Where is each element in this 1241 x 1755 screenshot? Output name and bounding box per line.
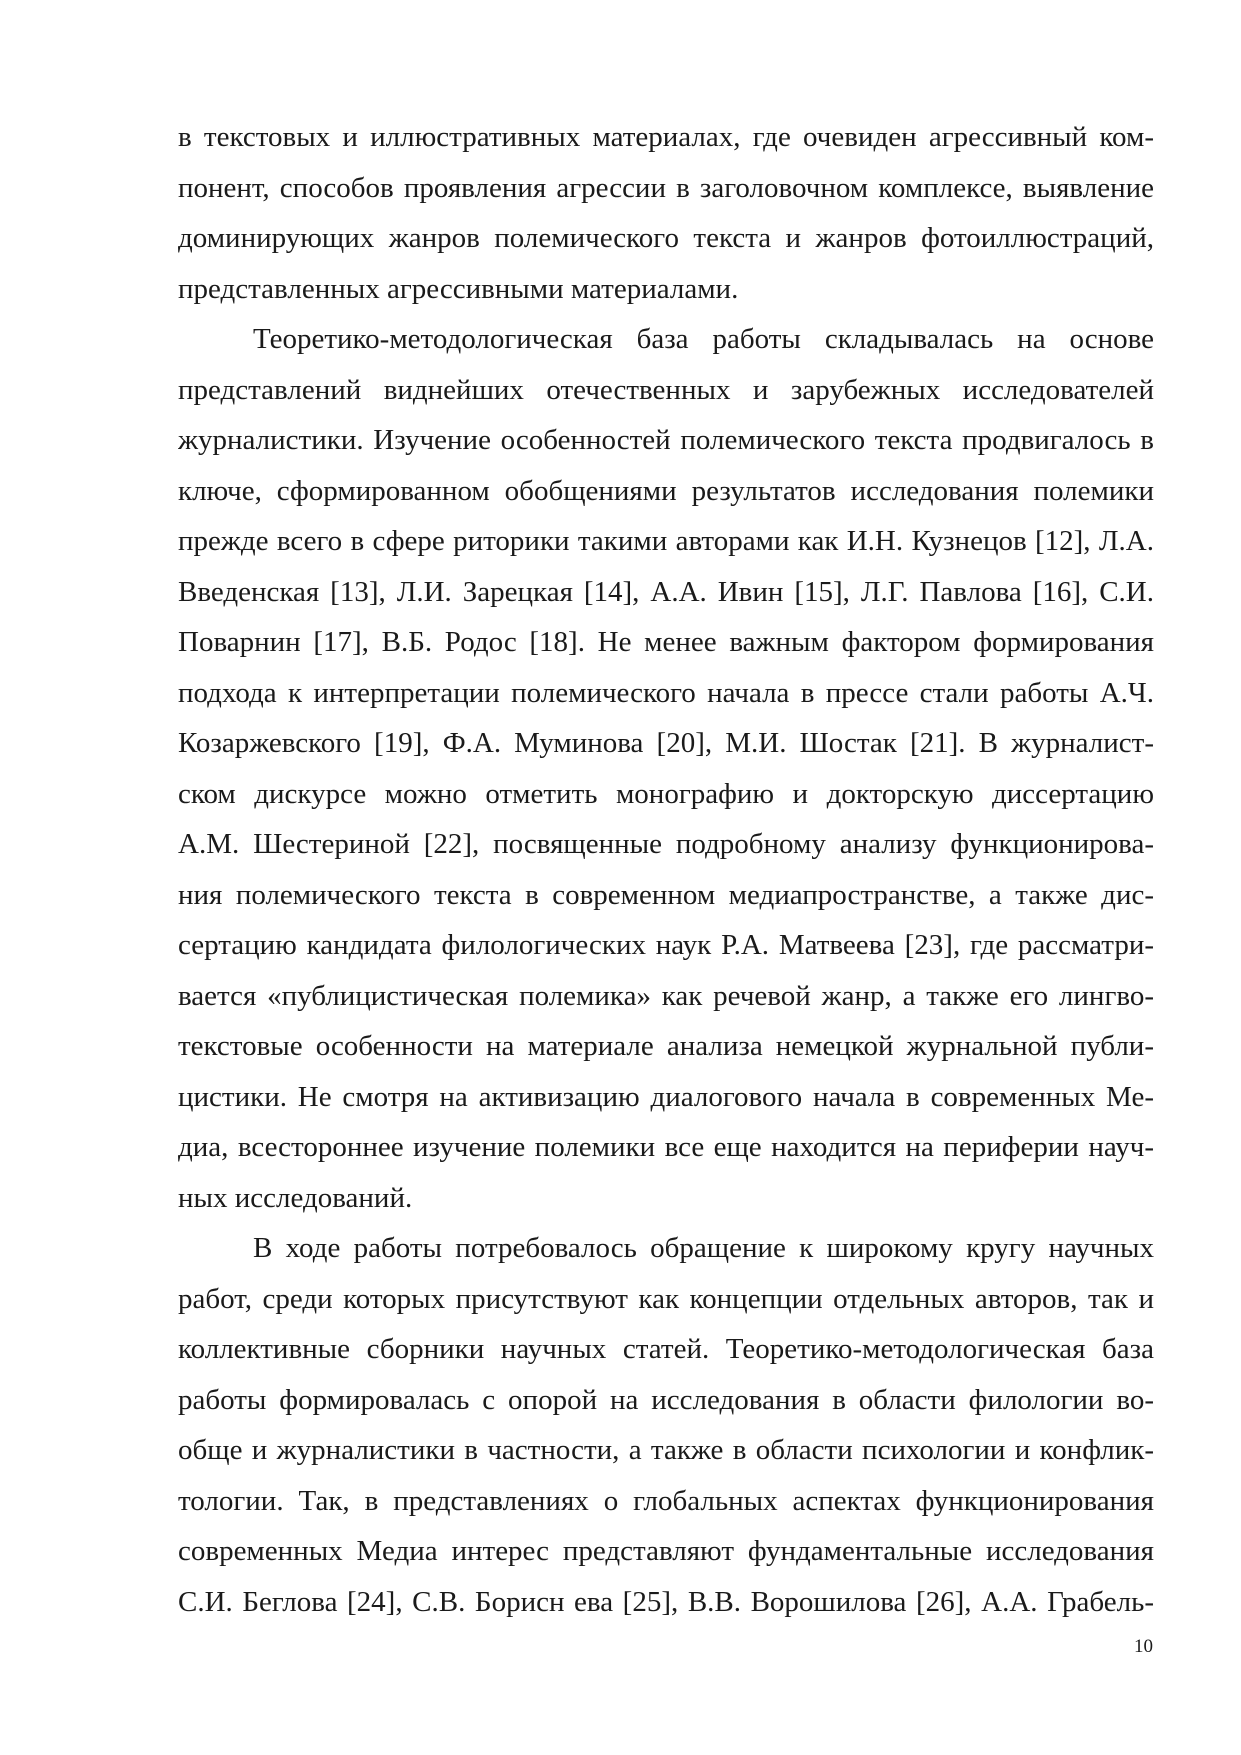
text-line: представленных агрессивными материалами. [178, 272, 739, 305]
text-line: в текстовых и иллюстративных материалах, где очевиден агрессивный ком- [178, 121, 1154, 153]
text-line: Теоретико-методологическая база работы складывалась на основе [253, 323, 1154, 355]
text-line: А.М. Шестериной [22], посвященные подробному анализу функционирова- [178, 828, 1154, 860]
text-line: диа, всестороннее изучение полемики все еще находится на периферии науч- [178, 1131, 1154, 1163]
text-line: В ходе работы потребовалось обращение к широкому кругу научных [253, 1232, 1154, 1264]
text-line: С.И. Беглова [24], С.В. Борисн ева [25], В.В. Ворошилова [26], А.А. Грабель- [178, 1585, 1154, 1618]
text-line: сертацию кандидата филологических наук Р.А. Матвеева [23], где рассматри- [178, 929, 1154, 961]
text-line: вается «публицистическая полемика» как речевой жанр, а также его лингво- [178, 979, 1154, 1012]
page-number: 10 [1134, 1636, 1153, 1657]
text-line: работы формировалась с опорой на исследования в области филологии во- [178, 1383, 1154, 1416]
text-line: доминирующих жанров полемического текста и жанров фотоиллюстраций, [178, 222, 1154, 254]
text-line: ния полемического текста в современном медиапространстве, а также дис- [178, 878, 1154, 911]
text-line: ных исследований. [178, 1181, 413, 1214]
text-line: представлений виднейших отечественных и зарубежных исследователей [178, 373, 1154, 406]
text-line: Поварнин [17], В.Б. Родос [18]. Не менее важным фактором формирования [178, 626, 1154, 658]
text-line: подхода к интерпретации полемического начала в прессе стали работы А.Ч. [178, 676, 1154, 709]
text-line: коллективные сборники научных статей. Теоретико-методологическая база [178, 1333, 1154, 1365]
text-line: тологии. Так, в представлениях о глобальных аспектах функционирования [178, 1484, 1154, 1517]
text-line: понент, способов проявления агрессии в заголовочном комплексе, выявление [178, 171, 1154, 204]
text-line: современных Медиа интерес представляют фундаментальные исследования [178, 1535, 1154, 1567]
text-line: обще и журналистики в частности, а также в области психологии и конфлик- [178, 1434, 1154, 1466]
text-line: журналистики. Изучение особенностей полемического текста продвигалось в [178, 424, 1154, 456]
text-line: прежде всего в сфере риторики такими авторами как И.Н. Кузнецов [12], Л.А. [178, 525, 1154, 557]
text-line: текстовые особенности на материале анализа немецкой журнальной публи- [178, 1030, 1154, 1062]
text-line: ском дискурсе можно отметить монографию и докторскую диссертацию [178, 777, 1154, 810]
text-line: ключе, сформированном обобщениями результатов исследования полемики [178, 474, 1154, 507]
text-line: Введенская [13], Л.И. Зарецкая [14], А.А. Ивин [15], Л.Г. Павлова [16], С.И. [178, 575, 1154, 608]
text-line: цистики. Не смотря на активизацию диалогового начала в современных Ме- [178, 1080, 1154, 1113]
body-text [178, 112, 1154, 1627]
text-line: Козаржевского [19], Ф.А. Муминова [20], М.И. Шостак [21]. В журналист- [178, 727, 1154, 759]
text-line: работ, среди которых присутствуют как концепции отдельных авторов, так и [178, 1282, 1154, 1315]
